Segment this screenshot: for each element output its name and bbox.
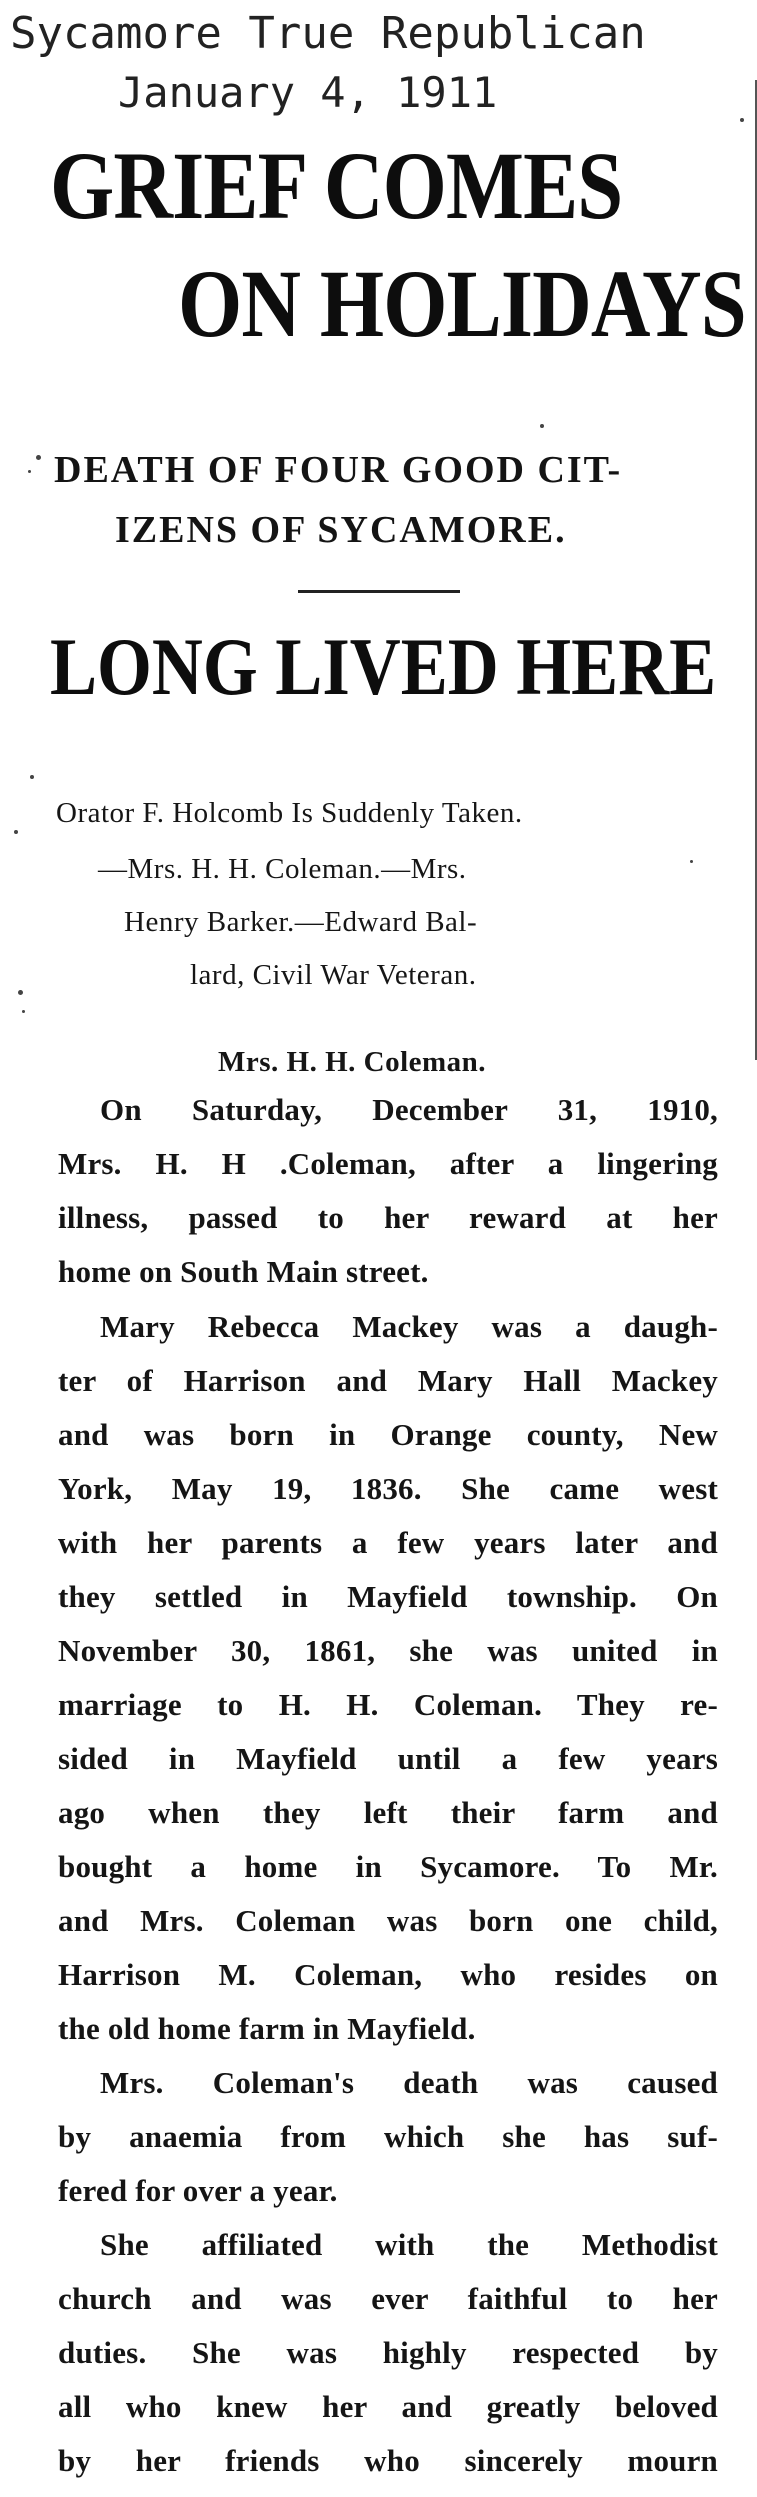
headline-line-1: GRIEF COMES bbox=[50, 132, 623, 239]
body-line: and Mrs. Coleman was born one child, bbox=[58, 1903, 718, 1938]
body-line: ter of Harrison and Mary Hall Mackey bbox=[58, 1363, 718, 1398]
body-line: York, May 19, 1836. She came west bbox=[58, 1471, 718, 1506]
deck-line-3: Henry Barker.—Edward Bal- bbox=[124, 906, 478, 938]
body-line: by her friends who sincerely mourn bbox=[58, 2443, 718, 2478]
body-line: with her parents a few years later and bbox=[58, 1525, 718, 1560]
headline-2: LONG LIVED HERE bbox=[50, 621, 717, 712]
scan-speck bbox=[28, 470, 31, 473]
body-line: church and was ever faithful to her bbox=[58, 2281, 718, 2316]
body-line: sided in Mayfield until a few years bbox=[58, 1741, 718, 1776]
scan-speck bbox=[18, 990, 23, 995]
body-line: the old home farm in Mayfield. bbox=[58, 2011, 476, 2046]
body-line: and was born in Orange county, New bbox=[58, 1417, 718, 1452]
body-line: by anaemia from which she has suf- bbox=[58, 2119, 718, 2154]
scan-speck bbox=[36, 455, 41, 460]
body-line: home on South Main street. bbox=[58, 1254, 429, 1289]
body-line: bought a home in Sycamore. To Mr. bbox=[58, 1849, 718, 1884]
body-line: illness, passed to her reward at her bbox=[58, 1200, 718, 1235]
body-line: Harrison M. Coleman, who resides on bbox=[58, 1957, 718, 1992]
body-line: they settled in Mayfield township. On bbox=[58, 1579, 718, 1614]
body-line: ago when they left their farm and bbox=[58, 1795, 718, 1830]
deck-line-1: Orator F. Holcomb Is Suddenly Taken. bbox=[56, 797, 523, 829]
scan-speck bbox=[690, 860, 693, 863]
scan-speck bbox=[540, 424, 544, 428]
headline-line-2: ON HOLIDAYS bbox=[178, 250, 746, 357]
body-line: fered for over a year. bbox=[58, 2173, 338, 2208]
masthead-paper-name: Sycamore True Republican bbox=[10, 8, 646, 59]
body-line: duties. She was highly respected by bbox=[58, 2335, 718, 2370]
scan-speck bbox=[740, 118, 744, 122]
body-line: On Saturday, December 31, 1910, bbox=[100, 1092, 718, 1127]
body-line: Mary Rebecca Mackey was a daugh- bbox=[100, 1309, 718, 1344]
section-title: Mrs. H. H. Coleman. bbox=[218, 1046, 487, 1078]
body-line: November 30, 1861, she was united in bbox=[58, 1633, 718, 1668]
scan-speck bbox=[30, 775, 34, 779]
body-line: marriage to H. H. Coleman. They re- bbox=[58, 1687, 718, 1722]
body-line: She affiliated with the Methodist bbox=[100, 2227, 718, 2262]
masthead-date: January 4, 1911 bbox=[118, 68, 498, 117]
deck-line-2: —Mrs. H. H. Coleman.—Mrs. bbox=[98, 853, 467, 885]
body-line: Mrs. H. H .Coleman, after a lingering bbox=[58, 1146, 718, 1181]
subhead-line-2: IZENS OF SYCAMORE. bbox=[115, 509, 567, 551]
body-line: Mrs. Coleman's death was caused bbox=[100, 2065, 718, 2100]
deck-line-4: lard, Civil War Veteran. bbox=[190, 959, 477, 991]
scan-speck bbox=[14, 830, 18, 834]
subhead-line-1: DEATH OF FOUR GOOD CIT- bbox=[54, 449, 623, 491]
headline-divider bbox=[298, 590, 460, 593]
body-line: all who knew her and greatly beloved bbox=[58, 2389, 718, 2424]
scan-speck bbox=[22, 1010, 25, 1013]
